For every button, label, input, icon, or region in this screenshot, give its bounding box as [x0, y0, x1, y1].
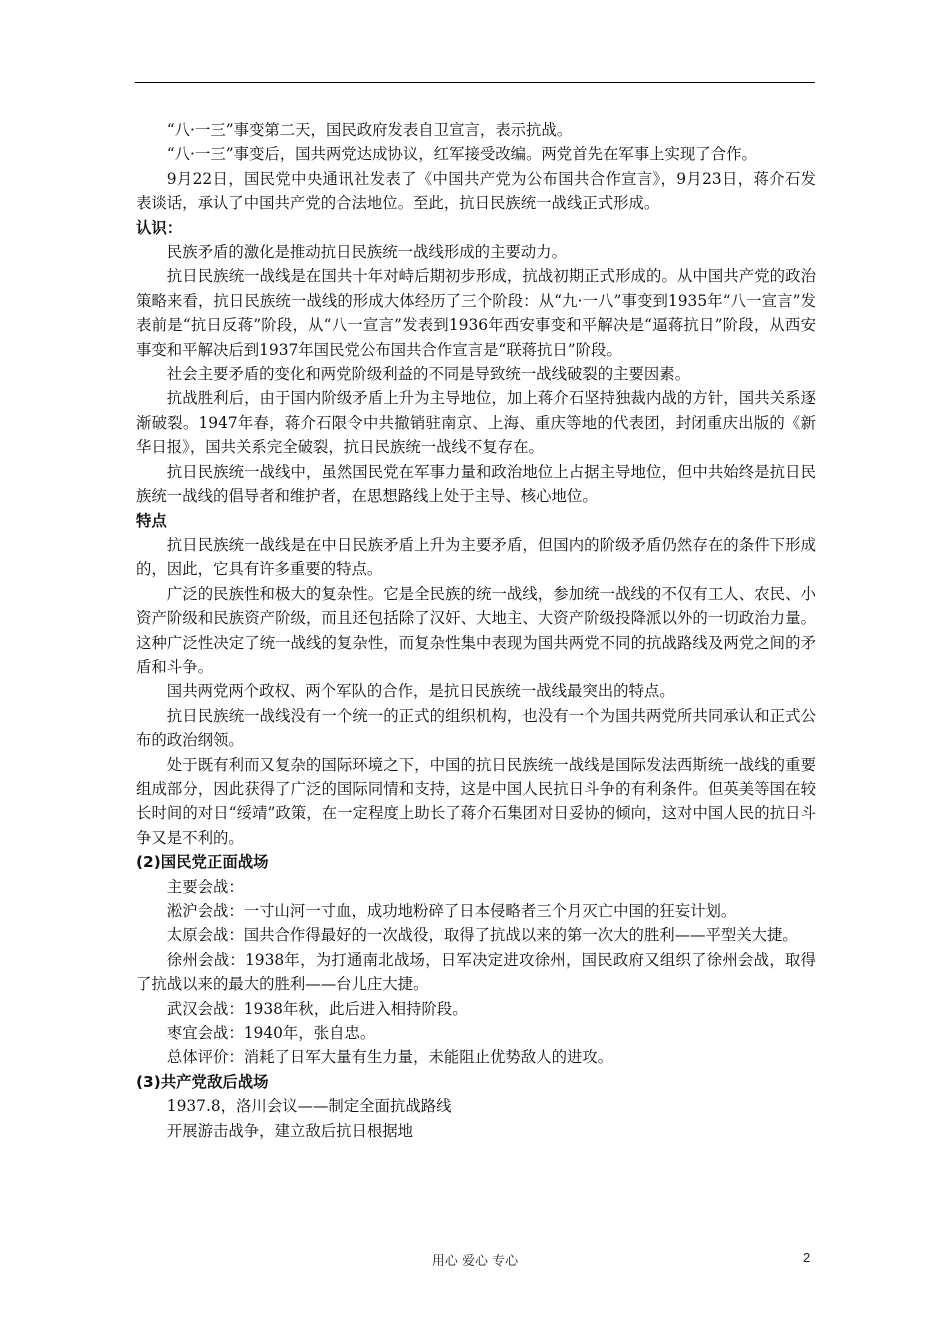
section-heading: 认识：: [136, 218, 183, 237]
section-heading: (3)共产党敌后战场: [136, 1072, 269, 1091]
paragraph: 社会主要矛盾的变化和两党阶级利益的不同是导致统一战线破裂的主要因素。: [166, 365, 691, 384]
paragraph: “八·一三”事变后，国共两党达成协议，红军接受改编。两党首先在军事上实现了合作。: [166, 145, 757, 164]
paragraph: 抗日民族统一战线是在中日民族矛盾上升为主要矛盾，但国内的阶级矛盾仍然存在的条件下形成的，因此，它具有许多重要的特点。: [136, 535, 816, 579]
paragraph: 主要会战：: [166, 877, 244, 896]
page-footer: 用心 爱心 专心: [431, 1254, 519, 1269]
document-body: [136, 118, 816, 1143]
paragraph: 广泛的民族性和极大的复杂性。它是全民族的统一战线，参加统一战线的不仅有工人、农民、小资产阶级和民族资产阶级，而且还包括除了汉奸、大地主、大资产阶级投降派以外的一切政治力量。这种广泛性决定了统一战线的复杂性，而复杂性集中表现为国共两党不同的抗战路线及两党之间的矛盾和斗争。: [136, 584, 816, 676]
paragraph: 淞沪会战：一寸山河一寸血，成功地粉碎了日本侵略者三个月灭亡中国的狂妄计划。: [166, 902, 737, 920]
paragraph: 抗日民族统一战线中，虽然国民党在军事力量和政治地位上占据主导地位，但中共始终是抗日民族统一战线的倡导者和维护者，在思想路线上处于主导、核心地位。: [136, 462, 816, 506]
paragraph: 太原会战：国共合作得最好的一次战役，取得了抗战以来的第一次大的胜利——平型关大捷。: [166, 926, 798, 945]
section-heading: (2)国民党正面战场: [136, 853, 269, 872]
paragraph: 开展游击战争，建立敌后抗日根据地: [166, 1121, 414, 1140]
paragraph: 抗日民族统一战线是在国共十年对峙后期初步形成，抗战初期正式形成的。从中国共产党的政治策略来看，抗日民族统一战线的形成大体经历了三个阶段：从“九·一八”事变到1935年“八一宣言”发表前是“抗日反蒋”阶段，从“八一宣言”发表到1936年西安事变和平解决是“逼蒋抗日”阶段，从西安事变和平解决后到1937年国民党公布国共合作宣言是“联蒋抗日”阶段。: [136, 267, 816, 359]
paragraph: “八·一三”事变第二天，国民政府发表自卫宣言，表示抗战。: [166, 121, 573, 139]
paragraph: 抗日民族统一战线没有一个统一的正式的组织机构，也没有一个为国共两党所共同承认和正式公布的政治纲领。: [136, 706, 816, 750]
paragraph: 国共两党两个政权、两个军队的合作，是抗日民族统一战线最突出的特点。: [166, 682, 675, 701]
paragraph: 处于既有利而又复杂的国际环境之下，中国的抗日民族统一战线是国际发法西斯统一战线的重要组成部分，因此获得了广泛的国际同情和支持，这是中国人民抗日斗争的有利条件。但英美等国在较长时间的对日“绥靖”政策，在一定程度上助长了蒋介石集团对日妥协的倾向，这对中国人民的抗日斗争又是不利的。: [136, 755, 816, 847]
paragraph: 枣宜会战：1940年，张自忠。: [166, 1024, 376, 1043]
paragraph: 1937.8，洛川会议——制定全面抗战路线: [166, 1097, 452, 1116]
section-heading: 特点: [136, 511, 167, 530]
paragraph: 民族矛盾的激化是推动抗日民族统一战线形成的主要动力。: [166, 243, 567, 262]
header-rule: [135, 82, 815, 83]
paragraph: 武汉会战：1938年秋，此后进入相持阶段。: [166, 999, 468, 1018]
paragraph: 总体评价：消耗了日军大量有生力量，未能阻止优势敌人的进攻。: [166, 1048, 614, 1067]
paragraph: 9月22日，国民党中央通讯社发表了《中国共产党为公布国共合作宣言》，9月23日，蒋介石发表谈话，承认了中国共产党的合法地位。至此，抗日民族统一战线正式形成。: [136, 169, 816, 213]
page-number: 2: [803, 1250, 811, 1265]
paragraph: 徐州会战：1938年，为打通南北战场，日军决定进攻徐州，国民政府又组织了徐州会战，取得了抗战以来的最大的胜利——台儿庄大捷。: [136, 950, 816, 994]
paragraph: 抗战胜利后，由于国内阶级矛盾上升为主导地位，加上蒋介石坚持独裁内战的方针，国共关系逐渐破裂。1947年春，蒋介石限令中共撤销驻南京、上海、重庆等地的代表团，封闭重庆出版的《新华日报》，国共关系完全破裂，抗日民族统一战线不复存在。: [136, 389, 816, 457]
